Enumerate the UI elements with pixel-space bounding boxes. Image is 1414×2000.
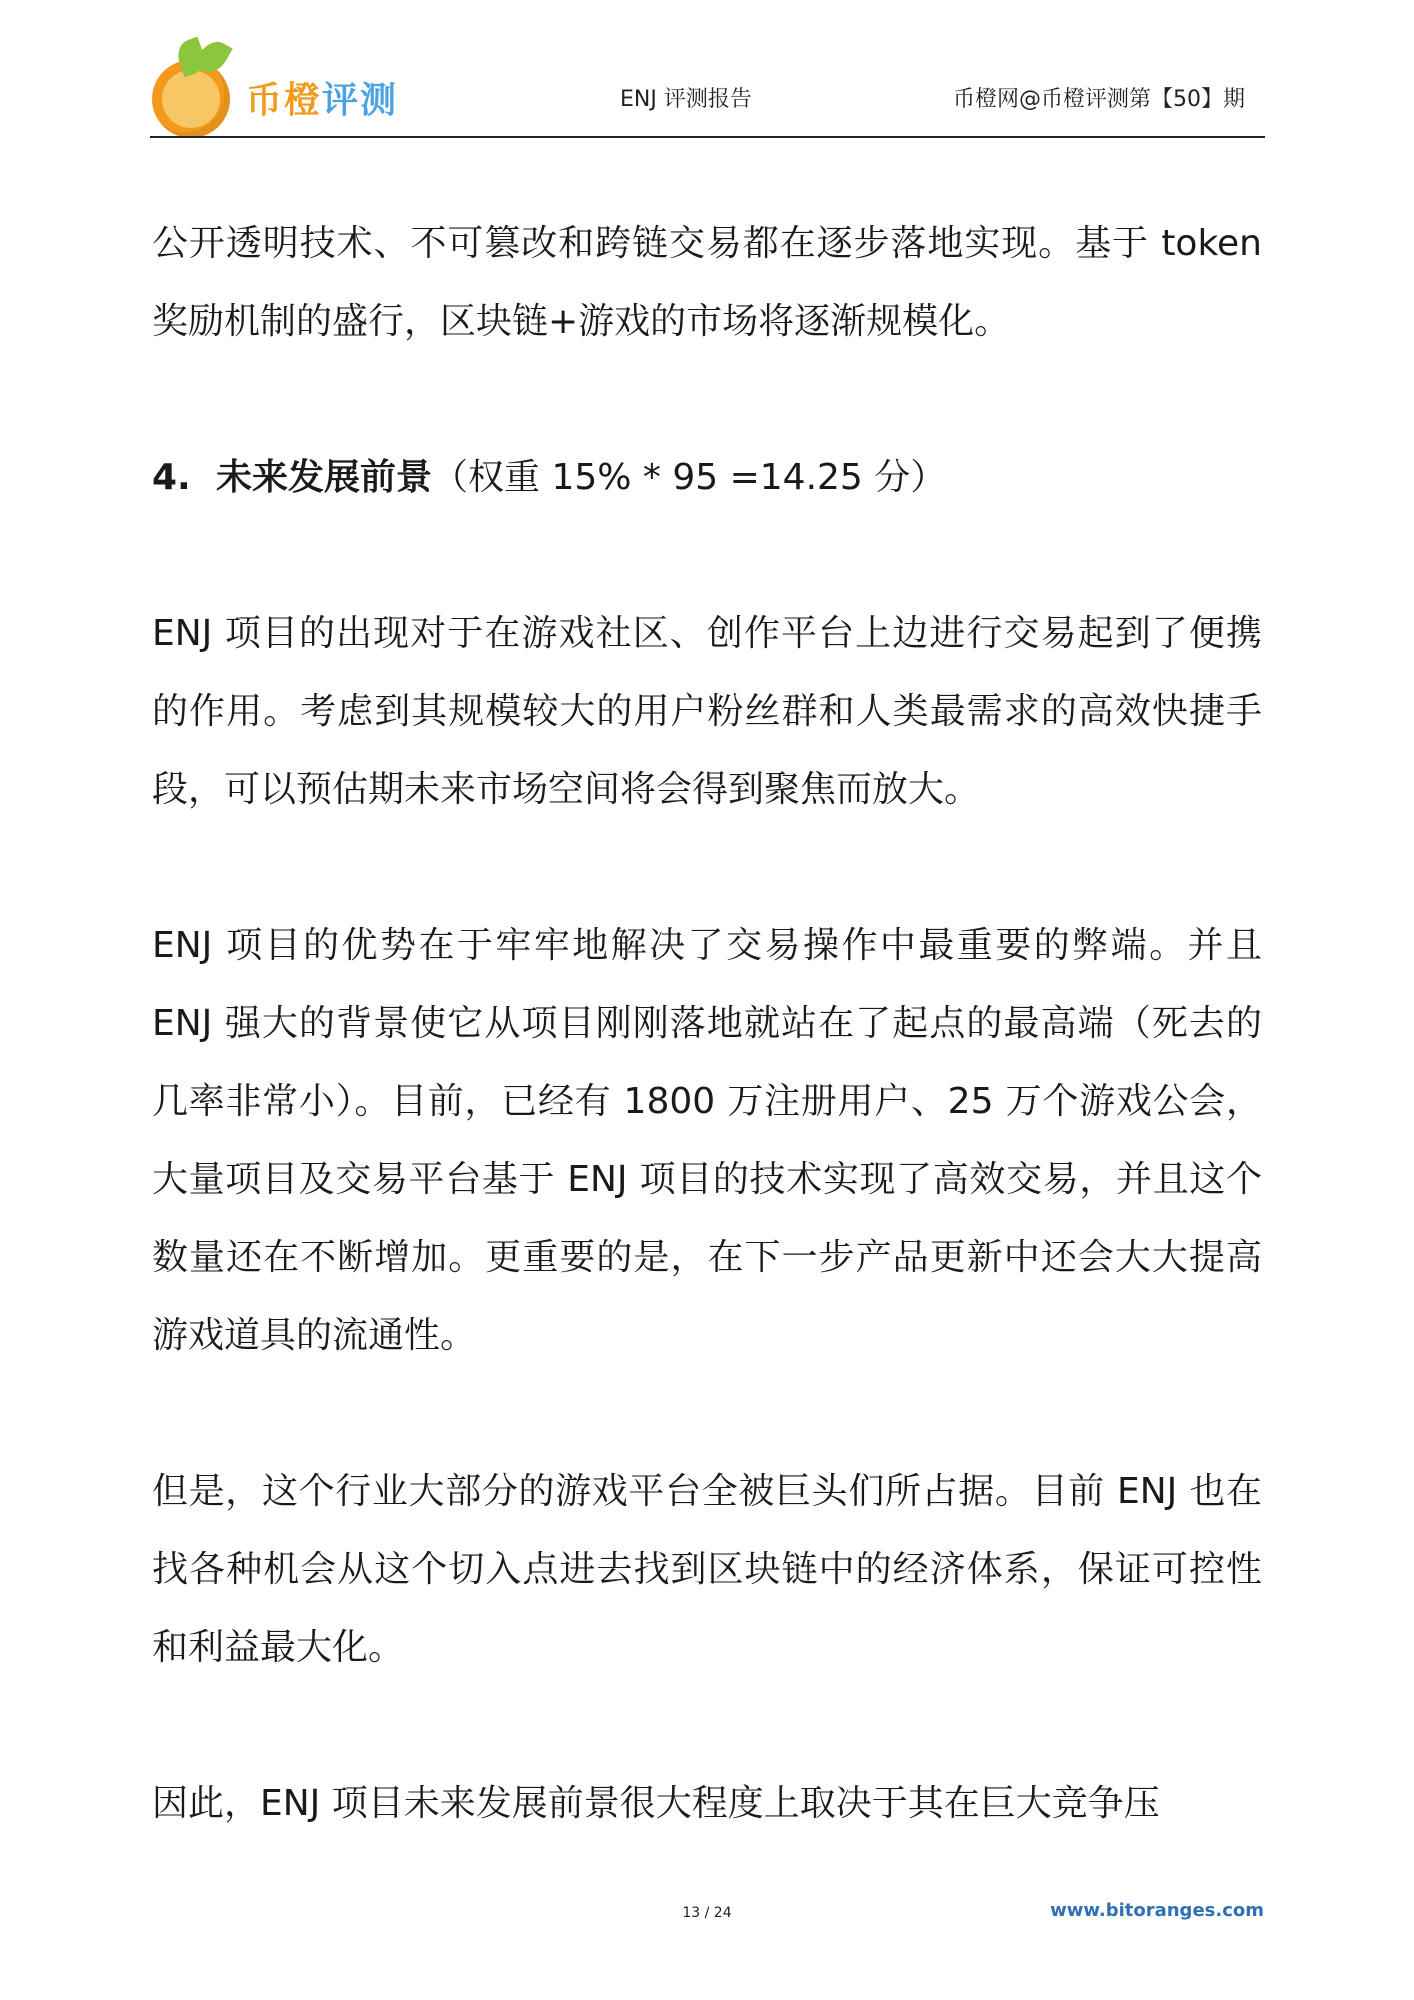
section-heading [152, 439, 1262, 517]
issue-title: 币橙网@币橙评测第【50】期 [953, 87, 1245, 112]
bitorange-logo [150, 28, 410, 138]
section-number: 4. [152, 457, 191, 498]
section-title: 未来发展前景 [216, 457, 433, 498]
logo-text-part-1: 币橙 [246, 80, 323, 121]
page-number: 13 / 24 [682, 1905, 732, 1921]
page-header [150, 28, 1265, 138]
paragraph: 但是，这个行业大部分的游戏平台全被巨头们所占据。目前 ENJ 也在找各种机会从这个切入点进去找到区块链中的经济体系，保证可控性和利益最大化。 [152, 1471, 1262, 1668]
header-divider [150, 136, 1265, 138]
website-link[interactable]: www.bitoranges.com [1050, 1900, 1264, 1921]
report-title: ENJ 评测报告 [620, 87, 752, 112]
logo-text-part-2: 评测 [322, 80, 399, 121]
paragraph: ENJ 项目的出现对于在游戏社区、创作平台上边进行交易起到了便携的作用。考虑到其规模较大的用户粉丝群和人类最需求的高效快捷手段，可以预估期未来市场空间将会得到聚焦而放大。 [152, 613, 1262, 810]
paragraph: ENJ 项目的优势在于牢牢地解决了交易操作中最重要的弊端。并且 ENJ 强大的背景使它从项目刚刚落地就站在了起点的最高端（死去的几率非常小）。目前，已经有 1800 万注册用户、25 万个游戏公会，大量项目及交易平台基于 ENJ 项目的技术实现了高效交易，并且这个数量还在不断增加。更重要的是，在下一步产品更新中还会大大提高游戏道具的流通性。 [152, 925, 1262, 1356]
paragraph: 因此，ENJ 项目未来发展前景很大程度上取决于其在巨大竞争压 [152, 1783, 1160, 1824]
document-body [152, 205, 1262, 1921]
paragraph: 公开透明技术、不可篡改和跨链交易都在逐步落地实现。基于 token 奖励机制的盛行，区块链+游戏的市场将逐渐规模化。 [152, 223, 1262, 342]
logo-text [246, 72, 398, 123]
section-weight: （权重 15% * 95 =14.25 分） [432, 457, 947, 498]
